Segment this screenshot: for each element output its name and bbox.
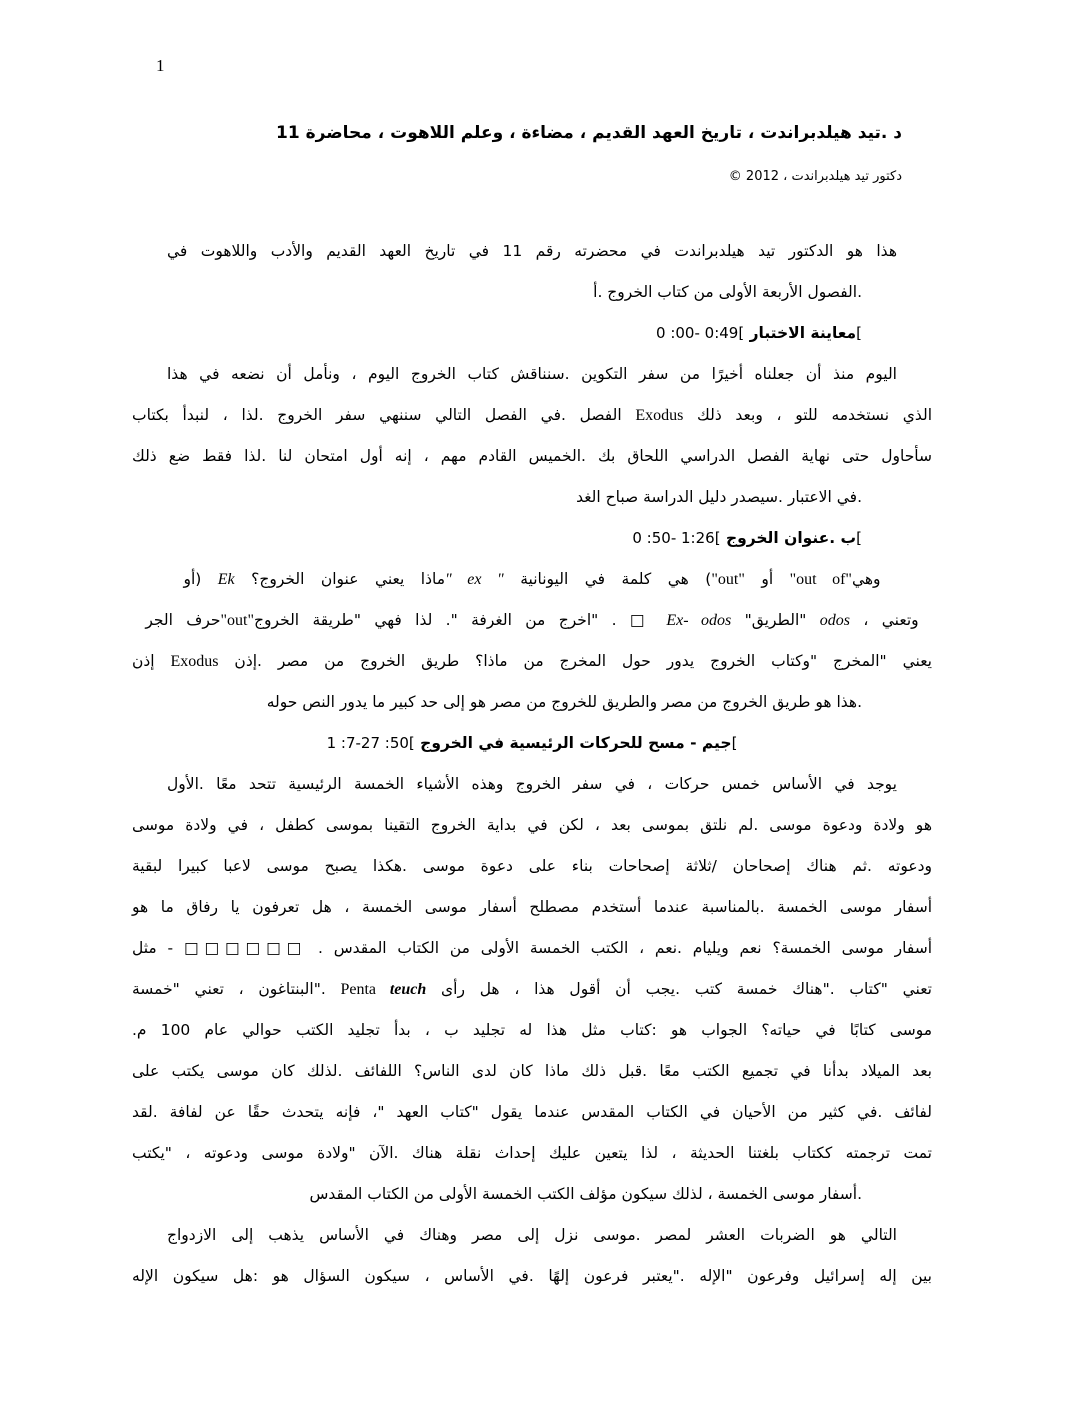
arabic-text: .الفصول الأربعة الأولى من كتاب الخروج .أ: [593, 283, 862, 301]
arabic-text: ماذا يعني عنوان الخروج؟: [234, 570, 446, 588]
arabic-text: جيم - مسح للحركات الرئيسية في الخروج: [414, 734, 732, 752]
arabic-text: هذا هو الدكتور تيد هيلدبراندت في محضرته رقم 11 في تاريخ العهد القديم والأدب واللاهوت في: [167, 242, 897, 260]
latin-term: Exodus: [170, 653, 219, 670]
arabic-text: وهي: [851, 570, 898, 588]
latin-term: odos: [819, 612, 851, 629]
text-line: [132, 1265, 932, 1306]
section-heading: [132, 322, 932, 363]
arabic-text: وتعني ،: [850, 611, 932, 629]
section-heading: [132, 527, 932, 568]
arabic-text: .في الاعتبار .سيصدر دليل الدراسة صباح الغد: [576, 488, 862, 506]
arabic-text: تمت ترجمته ككتاب بلغتنا الحديثة ، لذا يتعين عليك إحداث نقلة هناك .الآن "ولادة موسى ودعوته ، "يكتب: [132, 1144, 932, 1162]
arabic-text: د .تيد هيلدبراندت ، تاريخ العهد القديم ، مضاءة ، وعلم اللاهوت ، محاضرة 11: [276, 123, 902, 143]
document-title: [132, 120, 932, 168]
arabic-text: دكتور تيد هيلدبراندت ، 2012 ©: [728, 169, 902, 184]
text-line: [132, 773, 932, 814]
arabic-text: ب .عنوان الخروج: [720, 529, 857, 547]
arabic-text: أسفار موسى الخمسة؟ نعم ويليام .نعم ، الكتب الخمسة الأولى من الكتاب المقدس . □□□□□□ - مثل: [132, 939, 932, 957]
timecode-text: "out of": [789, 571, 852, 588]
text-line: [132, 1060, 932, 1101]
arabic-text: الفصل .في الفصل التالي سننهي سفر الخروج .لذا ، لنبدأ بكتاب: [132, 406, 636, 424]
text-line: [132, 609, 932, 650]
text-line: [132, 568, 932, 609]
latin-term: Penta: [340, 981, 390, 998]
text-line: [132, 691, 932, 732]
text-line: [132, 1183, 932, 1224]
latin-term: Ek: [217, 571, 235, 588]
arabic-text: ."البنتاغون ، تعني "خمسة: [132, 980, 341, 998]
arabic-text: بين إله إسرائيل وفرعون "الإله ."يعتبر فرعون إلهًا .في الأساس ، سيكون السؤال هو :هل سيكون الإله: [132, 1267, 932, 1285]
arabic-text: هو ولادة ودعوة موسى .لم نلتق بموسى بعد ، لكن في بداية الخروج التقينا بموسى كطفل ، في ولادة موسى: [132, 816, 932, 834]
timecode-text: "out": [220, 612, 255, 629]
arabic-text: .أسفار موسى الخمسة ، لذلك سيكون مؤلف الكتب الخمسة الأولى من الكتاب المقدس: [309, 1185, 862, 1203]
latin-term: Ex- odos: [666, 612, 732, 629]
arabic-text: أسفار موسى الخمسة .بالمناسبة عندما أستخدم مصطلح أسفار موسى الخمسة ، هل تعرفون يا رفاق ما هو: [132, 898, 932, 916]
text-line: [132, 1224, 932, 1265]
text-line: [132, 486, 932, 527]
arabic-text: يعني "المخرج "وكتاب الخروج يدور حول المخرج من ماذا؟ طريق الخروج من مصر .إذن: [218, 652, 932, 670]
text-line: [132, 1142, 932, 1183]
text-line: [132, 814, 932, 855]
arabic-text: يوجد في الأساس خمس حركات ، في سفر الخروج وهذه الأشياء الخمسة الرئيسية تتحد معًا .الأول: [167, 775, 897, 793]
latin-term: teuch: [389, 981, 427, 998]
arabic-text: معاينة الاختبار: [744, 324, 857, 342]
arabic-text: .هذا هو طريق الخروج من مصر والطريق للخروج من مصر هو إلى حد كبير ما يدور النص حوله: [266, 693, 862, 711]
text-line: [132, 281, 932, 322]
arabic-text: "الطريق": [731, 611, 820, 629]
text-line: [132, 363, 932, 404]
arabic-text: موسى كتابًا في حياته؟ الجواب هو :كتاب مثل هذا له تجليد ب ، بدأ تجليد الكتب حوالي عام 100 م.: [132, 1021, 933, 1039]
arabic-text: إذن: [132, 652, 171, 670]
text-line: [132, 1019, 932, 1060]
text-line: [132, 445, 932, 486]
arabic-text: الذي نستخدمه للتو ، وبعد ذلك: [683, 406, 933, 424]
timecode-text: ]0:49 -00: 0[: [656, 324, 862, 342]
text-line: [132, 650, 932, 691]
arabic-text: التالي هو الضربات العشر لمصر .موسى نزل إلى مصر وهناك في الأساس يذهب إلى الازدواج: [167, 1226, 897, 1244]
arabic-text: ) هي كلمة في اليونانية: [503, 570, 712, 588]
timecode-text: ]1:26 -50: 0[: [632, 529, 862, 547]
timecode-text: ]50: 7-27: 1[: [326, 734, 738, 752]
section-heading: [132, 732, 932, 773]
timecode-text: " ex ": [445, 571, 504, 588]
latin-term: Exodus: [635, 407, 684, 424]
text-line: [132, 855, 932, 896]
text-line: [132, 1101, 932, 1142]
page-number: 1: [156, 56, 165, 75]
arabic-text: بعد الميلاد بدأنا في تجميع الكتب معًا .قبل ذلك ماذا كان لدى الناس؟ اللفائف .لذلك كان موسى يكتب على: [132, 1062, 932, 1080]
arabic-text: تعني "كتاب ."هناك خمسة كتب .يجب أن أقول هذا ، هل رأى: [426, 980, 932, 998]
arabic-text: لفائف .في كثير من الأحيان في الكتاب المقدس عندما يقول "كتاب العهد "، فإنه يتحدث حقًا عن لفافة .لقد: [132, 1103, 932, 1121]
text-line: [132, 404, 932, 445]
arabic-text: (أو: [167, 570, 218, 588]
text-line: [132, 240, 932, 281]
arabic-text: حرف الجر: [132, 611, 221, 629]
copyright-line: [132, 168, 932, 240]
text-line: [132, 937, 932, 978]
arabic-text: اليوم منذ أن جعلناه أخيرًا من سفر التكوين .سنناقش كتاب الخروج اليوم ، ونأمل أن نضعه في هذا: [167, 365, 897, 383]
document-body: [132, 0, 932, 1306]
text-line: [132, 896, 932, 937]
arabic-text: أو: [744, 570, 790, 588]
arabic-text: □ . "اخرج من الغرفة ". لذا فهي "طريقة الخروج: [254, 611, 667, 629]
arabic-text: ودعوته .ثم هناك إصحاحان /ثلاثة إصحاحات بناء على دعوة موسى .هكذا يصبح موسى لاعبا كبيرا لبقية: [132, 857, 932, 875]
text-line: [132, 978, 932, 1019]
arabic-text: سأحاول حتى نهاية الفصل الدراسي اللحاق بك .الخميس القادم مهم ، إنه أول امتحان لنا .لذا فقط ضع ذلك: [132, 447, 932, 465]
timecode-text: "out": [711, 571, 745, 588]
